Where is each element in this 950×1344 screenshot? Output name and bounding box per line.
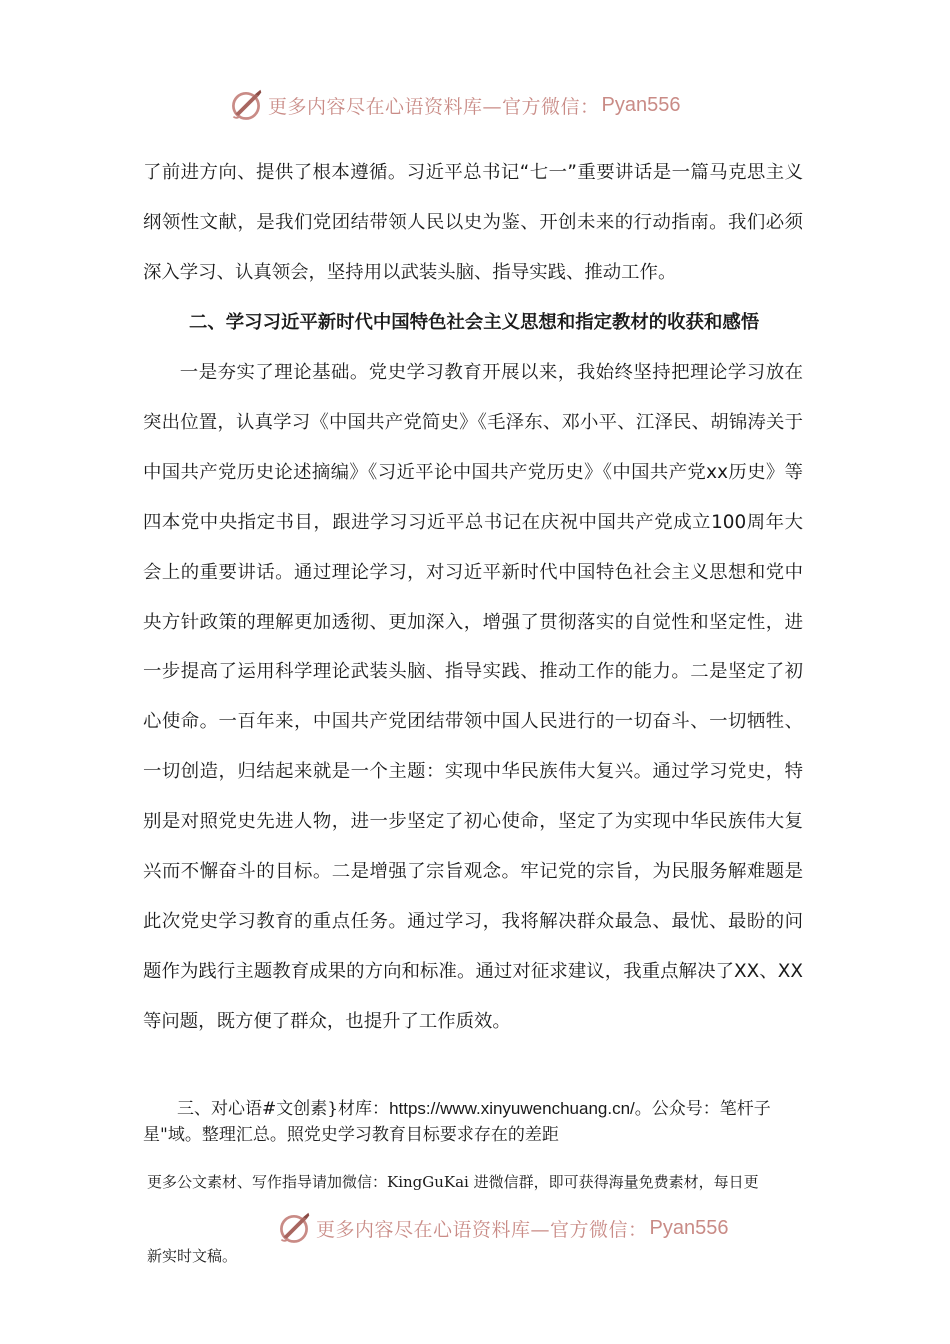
paragraph-2: 一是夯实了理论基础。党史学习教育开展以来，我始终坚持把理论学习放在突出位置，认真学习《中国共产党简史》《毛泽东、邓小平、江泽民、胡锦涛关于中国共产党历史论述摘编》《习近平论中国共产党历史》《中国共产党xx历史》等四本党中央指定书目，跟进学习习近平总书记在庆祝中国共产党成立100周年大会上的重要讲话。通过理论学习，对习近平新时代中国特色社会主义思想和党中央方针政策的理解更加透彻、更加深入，增强了贯彻落实的自觉性和坚定性，进一步提高了运用科学理论武装头脑、指导实践、推动工作的能力。二是坚定了初心使命。一百年来，中国共产党团结带领中国人民进行的一切奋斗、一切牺牲、一切创造，归结起来就是一个主题：实现中华民族伟大复兴。通过学习党史，特别是对照党史先进人物，进一步坚定了初心使命，坚定了为实现中华民族伟大复兴而不懈奋斗的目标。二是增强了宗旨观念。牢记党的宗旨，为民服务解难题是此次党史学习教育的重点任务。通过学习，我将解决群众最急、最忧、最盼的问题作为践行主题教育成果的方向和标准。通过对征求建议，我重点解决了XX、XX等问题，既方便了群众，也提升了工作质效。	[143, 362, 803, 1032]
resource-link[interactable]: https://www.xinyuwenchuang.cn/	[389, 1099, 635, 1118]
paragraph-2-block	[143, 348, 803, 1047]
paragraph-1-block	[143, 148, 803, 298]
footer-promo-line-2: 新实时文稿。	[147, 1247, 238, 1265]
paragraph-1: 了前进方向、提供了根本遵循。习近平总书记“七一”重要讲话是一篇马克思主义纲领性文献，是我们党团结带领人民以史为鉴、开创未来的行动指南。我们必须深入学习、认真领会，坚持用以武装头脑、指导实践、推动工作。	[143, 162, 803, 283]
footer-banner	[276, 1208, 728, 1248]
brush-logo-icon	[276, 1210, 312, 1246]
footer-promo-line-1: 更多公文素材、写作指导请加微信：KingGuKai 进微信群，即可获得海量免费素材，每日更	[147, 1173, 759, 1191]
banner-slogan: 更多内容尽在心语资料库—官方微信：	[316, 1218, 648, 1241]
banner-wechat-id: Pyan556	[649, 1216, 729, 1239]
section-3-prefix: 三、对心语#文创素}材库：	[177, 1099, 390, 1119]
section-3-suffix: 。公众号：笔杆子星"域。整理汇总。照党史学习教育目标要求存在的差距	[143, 1099, 771, 1145]
header-banner	[228, 85, 680, 125]
section-3-note	[143, 1096, 808, 1148]
banner-slogan: 更多内容尽在心语资料库—官方微信：	[268, 95, 600, 118]
brush-logo-icon	[228, 87, 264, 123]
section-heading-2: 二、学习习近平新时代中国特色社会主义思想和指定教材的收获和感悟	[189, 312, 760, 333]
banner-wechat-id: Pyan556	[601, 93, 681, 116]
